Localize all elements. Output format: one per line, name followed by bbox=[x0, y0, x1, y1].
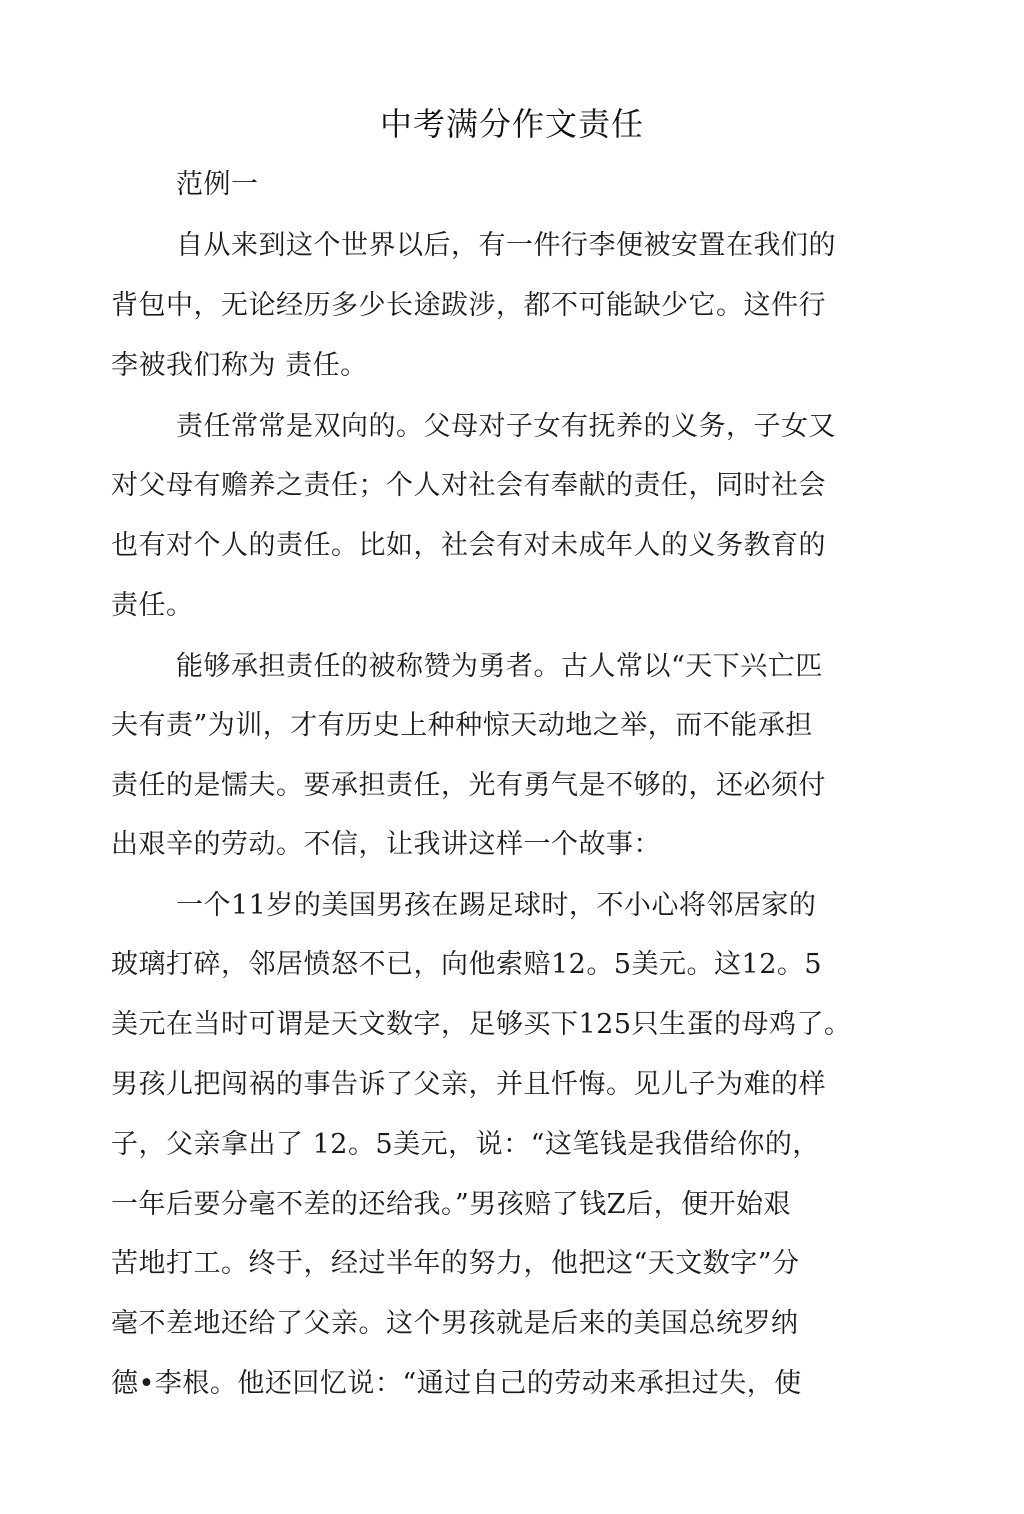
text-line: 责任的是懦夫。要承担责任，光有勇气是不够的，还必须付 bbox=[111, 770, 826, 801]
document-title: 中考满分作文责任 bbox=[379, 105, 644, 143]
text-line: 李被我们称为 责任。 bbox=[111, 350, 368, 381]
text-line: 子，父亲拿出了 12。5美元，说：“这笔钱是我借给你的， bbox=[111, 1129, 820, 1160]
text-line: 自从来到这个世界以后，有一件行李便被安置在我们的 bbox=[176, 230, 836, 261]
text-line: 对父母有赡养之责任；个人对社会有奉献的责任，同时社会 bbox=[111, 470, 826, 501]
text-line: 毫不差地还给了父亲。这个男孩就是后来的美国总统罗纳 bbox=[111, 1308, 799, 1339]
text-line: 夫有责”为训，才有历史上种种惊天动地之举，而不能承担 bbox=[111, 710, 813, 741]
text-line: 男孩儿把闯祸的事告诉了父亲，并且忏悔。见儿子为难的样 bbox=[111, 1069, 826, 1100]
text-line: 出艰辛的劳动。不信，让我讲这样一个故事： bbox=[111, 829, 661, 860]
text-line: 玻璃打碎，邻居愤怒不已，向他索赔12。5美元。这12。5 bbox=[111, 949, 823, 980]
text-line: 德•李根。他还回忆说：“通过自己的劳动来承担过失，使 bbox=[111, 1368, 802, 1399]
text-line: 能够承担责任的被称赞为勇者。古人常以“天下兴亡匹 bbox=[176, 651, 823, 682]
text-line: 责任常常是双向的。父母对子女有抚养的义务，子女又 bbox=[176, 411, 836, 442]
section-label: 范例一 bbox=[176, 169, 259, 200]
text-line: 责任。 bbox=[111, 590, 194, 621]
text-line: 一个11岁的美国男孩在踢足球时，不小心将邻居家的 bbox=[176, 890, 817, 921]
text-line: 背包中，无论经历多少长途跋涉，都不可能缺少它。这件行 bbox=[111, 290, 826, 321]
text-line: 一年后要分毫不差的还给我。”男孩赔了钱Z后，便开始艰 bbox=[111, 1189, 792, 1220]
text-line: 苦地打工。终于，经过半年的努力，他把这“天文数字”分 bbox=[111, 1248, 800, 1279]
text-line: 也有对个人的责任。比如，社会有对未成年人的义务教育的 bbox=[111, 530, 826, 561]
text-line: 美元在当时可谓是天文数字，足够买下125只生蛋的母鸡了。 bbox=[111, 1009, 852, 1040]
